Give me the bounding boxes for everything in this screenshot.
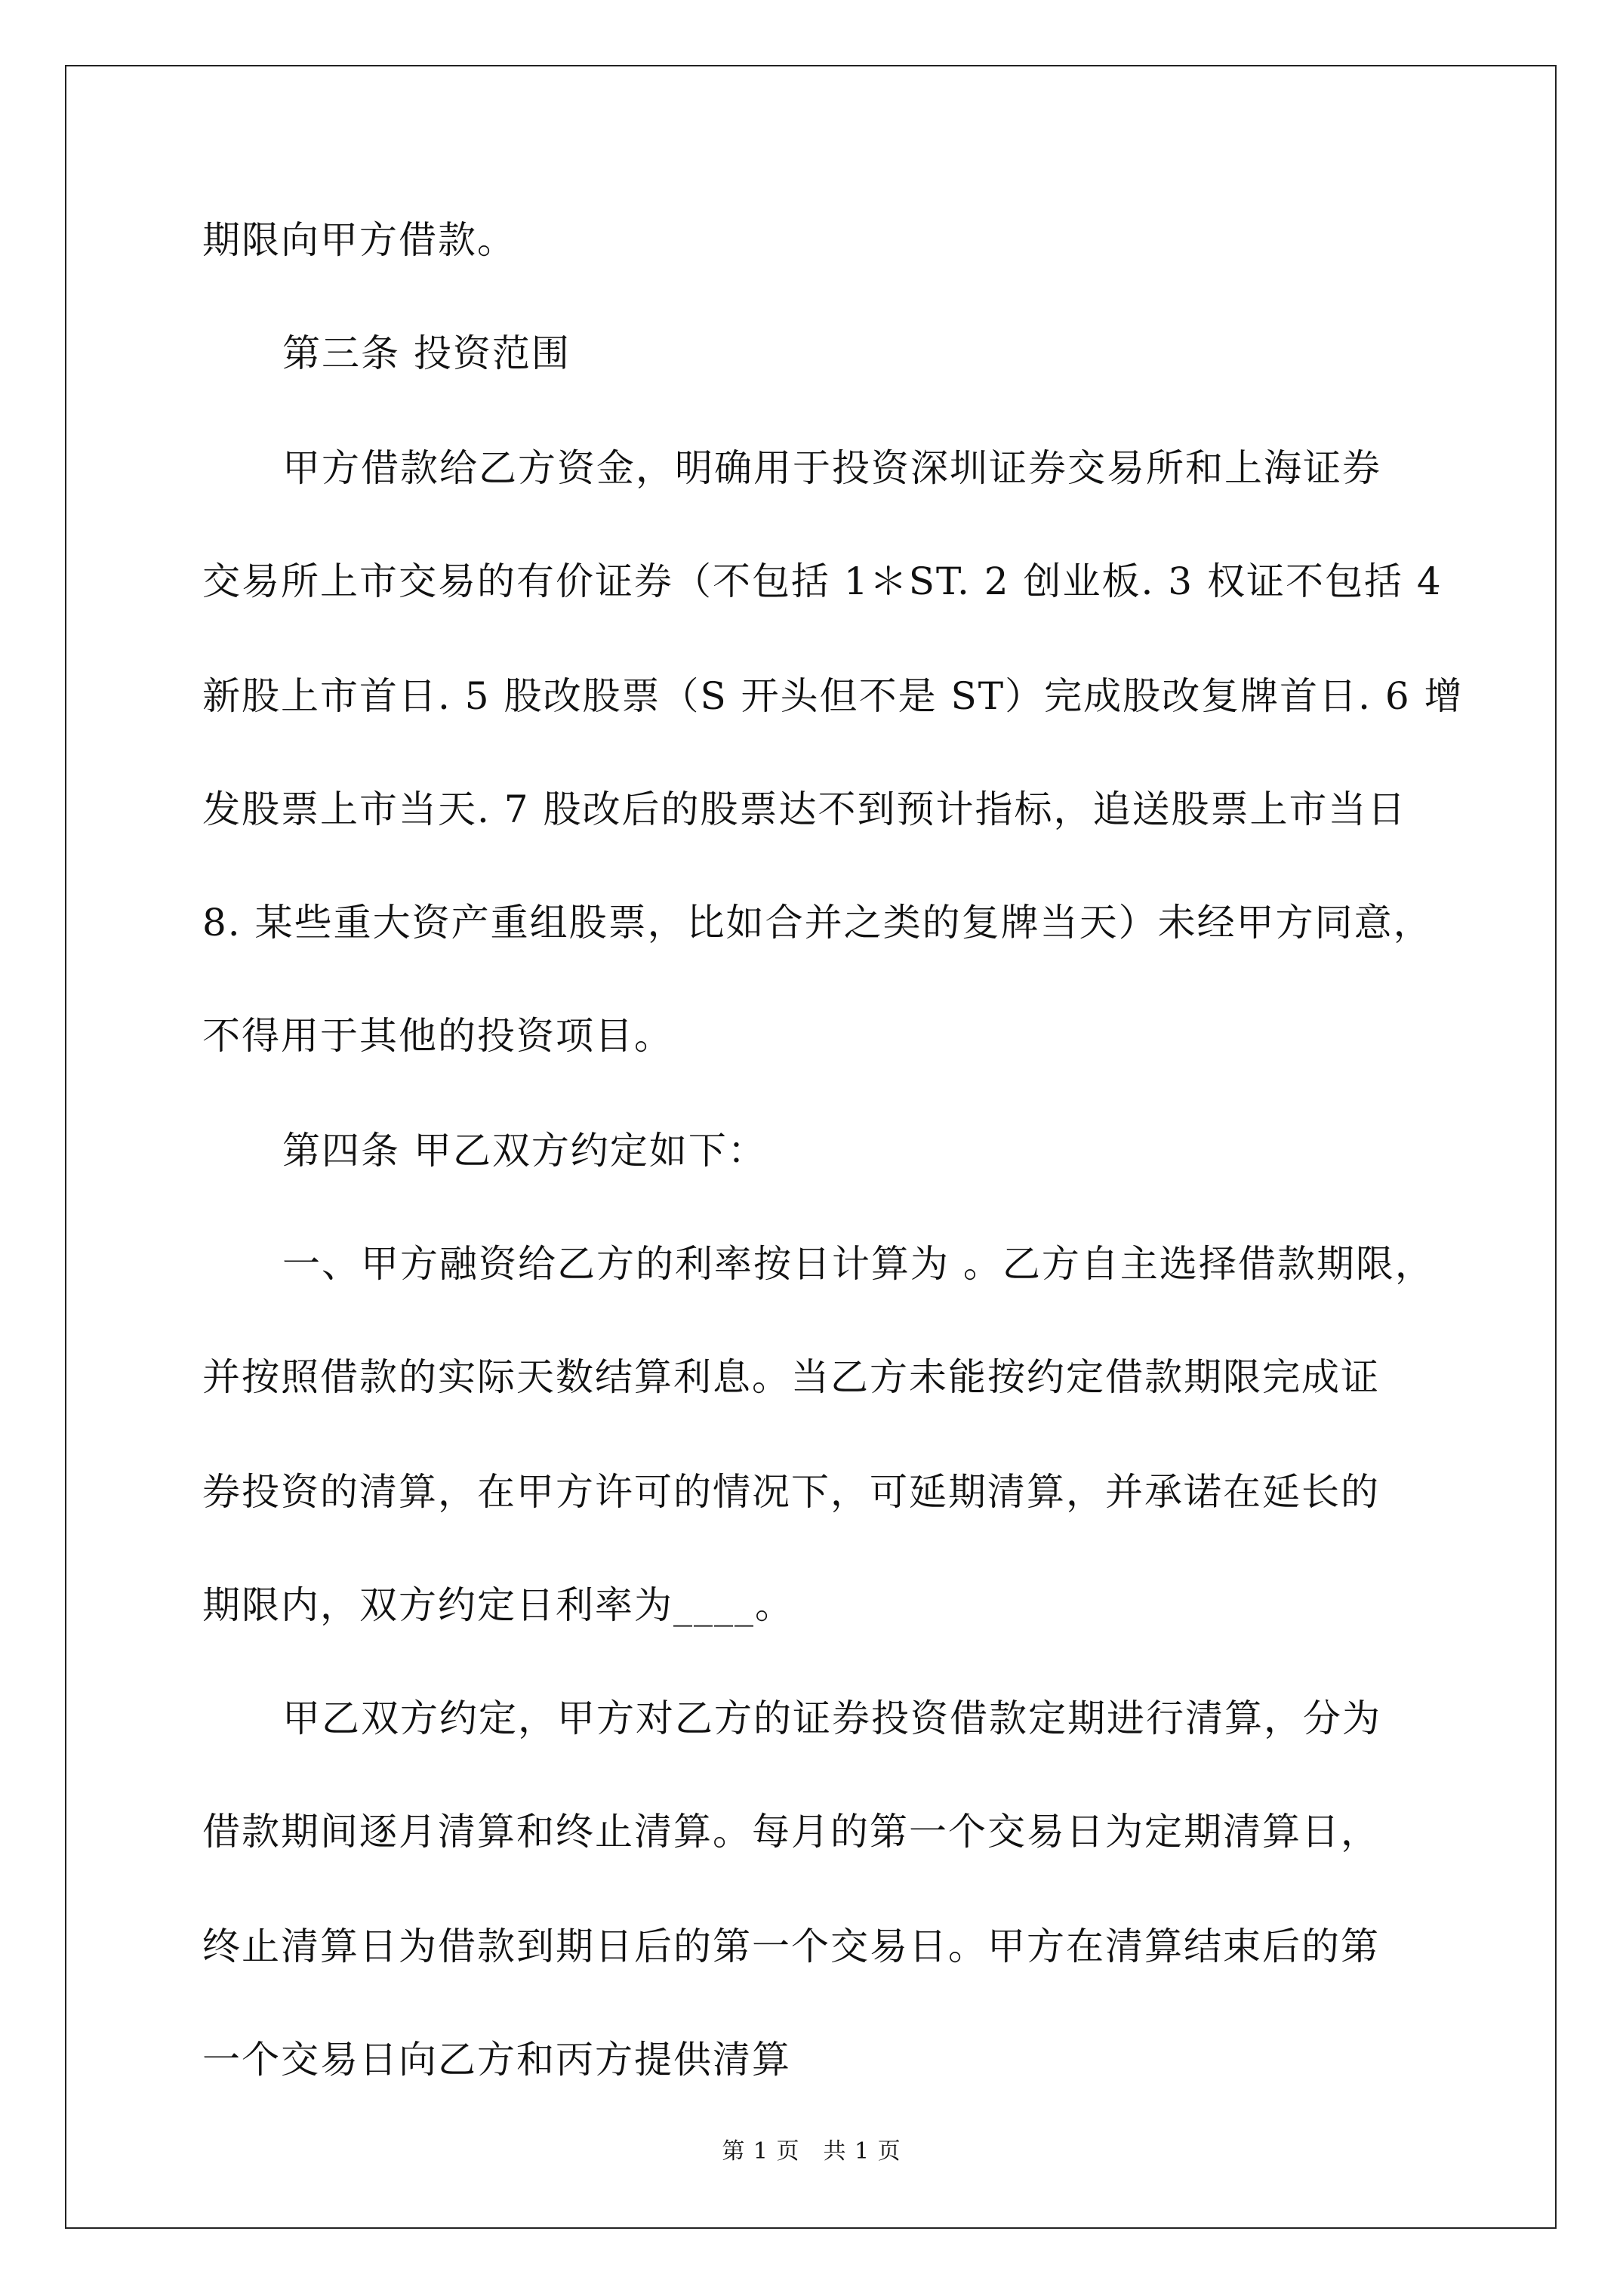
text-line: 不得用于其他的投资项目。 — [202, 1014, 673, 1058]
page-footer: 第 1 页 共 1 页 — [722, 2138, 901, 2165]
section-heading-4: 第四条 甲乙双方约定如下： — [282, 1129, 767, 1173]
text-line: 甲方借款给乙方资金，明确用于投资深圳证券交易所和上海证券 — [282, 446, 1381, 490]
text-line: 8. 某些重大资产重组股票，比如合并之类的复牌当天）未经甲方同意， — [202, 901, 1433, 945]
text-line: 交易所上市交易的有价证券（不包括 1＊ST. 2 创业板. 3 权证不包括 4 — [202, 559, 1443, 603]
text-line: 期限向甲方借款。 — [202, 218, 516, 262]
text-line: 新股上市首日. 5 股改股票（S 开头但不是 ST）完成股改复牌首日. 6 增 — [202, 674, 1464, 718]
text-line: 终止清算日为借款到期日后的第一个交易日。甲方在清算结束后的第 — [202, 1925, 1380, 1968]
text-line: 一个交易日向乙方和丙方提供清算 — [202, 2038, 791, 2082]
text-line: 发股票上市当天. 7 股改后的股票达不到预计指标，追送股票上市当日 — [202, 787, 1407, 831]
text-line: 并按照借款的实际天数结算利息。当乙方未能按约定借款期限完成证 — [202, 1355, 1380, 1399]
section-heading-3: 第三条 投资范围 — [282, 331, 571, 375]
text-line: 期限内，双方约定日利率为____。 — [202, 1583, 794, 1627]
text-line: 一、甲方融资给乙方的利率按日计算为 。乙方自主选择借款期限， — [282, 1242, 1434, 1286]
text-line: 借款期间逐月清算和终止清算。每月的第一个交易日为定期清算日， — [202, 1810, 1380, 1854]
text-line: 甲乙双方约定，甲方对乙方的证券投资借款定期进行清算，分为 — [282, 1697, 1381, 1740]
text-line: 券投资的清算，在甲方许可的情况下，可延期清算，并承诺在延长的 — [202, 1470, 1380, 1514]
